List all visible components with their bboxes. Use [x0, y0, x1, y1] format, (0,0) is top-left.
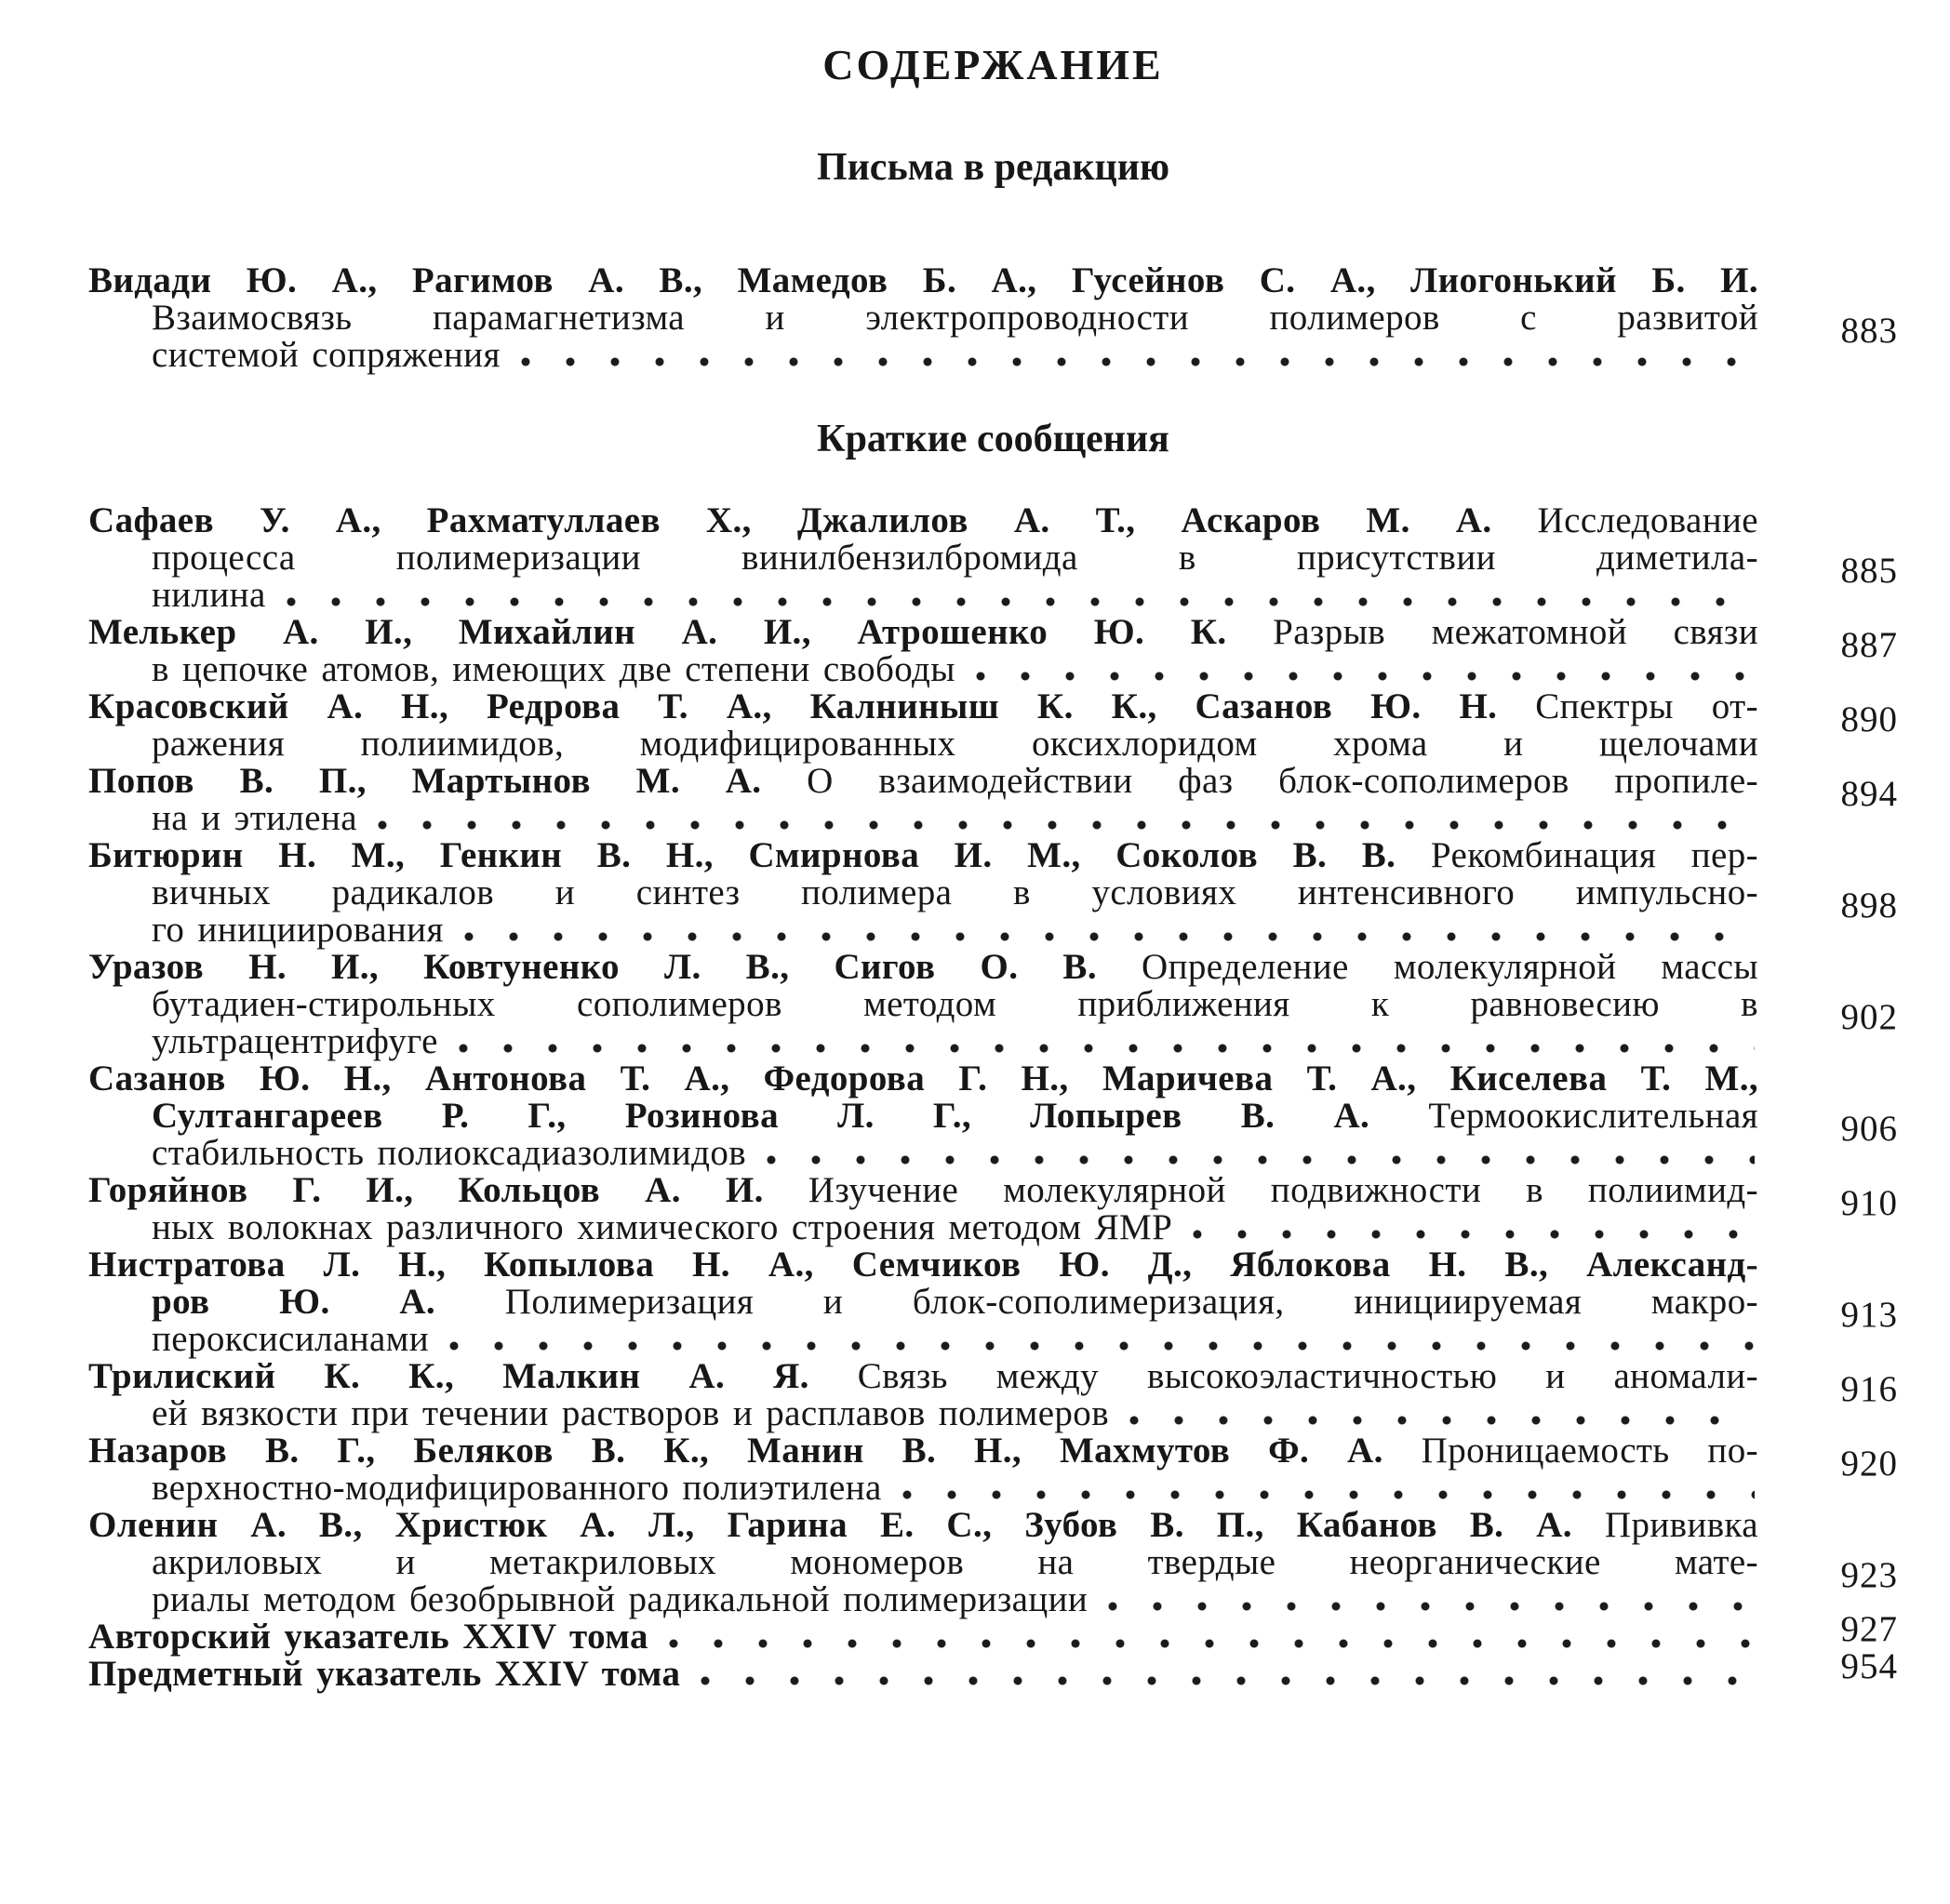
toc-entry-text	[152, 872, 1758, 912]
toc-entry	[88, 837, 1898, 949]
toc-entry-line	[88, 337, 1758, 374]
title-text: акриловых и метакриловых мономеров на твердые неорганические мате-	[152, 1542, 1758, 1582]
toc-entry-text	[88, 260, 1758, 300]
toc-entry-line	[88, 1284, 1758, 1321]
toc-entry-line	[88, 688, 1758, 726]
toc-entry-line	[88, 577, 1758, 614]
toc-entry-line	[88, 726, 1758, 763]
author-names: Назаров В. Г., Беляков В. К., Манин В. Н., Махмутов Ф. А.	[88, 1431, 1383, 1471]
toc-entry-text	[152, 651, 955, 688]
title-text: процесса полимеризации винилбензилбромида в присутствии диметила-	[152, 538, 1758, 578]
toc-entry-text	[152, 724, 1758, 764]
title-text: Прививка	[1604, 1505, 1758, 1545]
toc-entry-line	[88, 614, 1758, 651]
toc-entry-line	[88, 502, 1758, 539]
toc-entry-line	[88, 1246, 1758, 1284]
toc-entry-text	[152, 800, 357, 837]
title-text: на и этилена	[152, 798, 357, 838]
title-text: Разрыв межатомной связи	[1273, 612, 1758, 652]
toc-entry-text	[152, 1096, 1758, 1136]
page-number: 920	[1840, 1444, 1898, 1484]
page-number: 913	[1840, 1295, 1898, 1335]
title-text: Спектры от-	[1535, 686, 1758, 726]
toc-entry	[88, 1246, 1898, 1358]
toc-entry-line	[88, 763, 1758, 800]
dot-leader	[287, 597, 1755, 607]
author-names: Авторский указатель XXIV тома	[88, 1617, 648, 1657]
title-text: в цепочке атомов, имеющих две степени свободы	[152, 649, 955, 689]
title-text: О взаимодействии фаз блок-сополимеров пропиле-	[807, 761, 1758, 801]
title-text: Полимеризация и блок-сополимеризация, инициируемая макро-	[504, 1282, 1758, 1322]
toc-entry-line	[88, 1358, 1758, 1395]
toc-entry-line	[88, 1395, 1758, 1432]
toc-entry	[88, 262, 1898, 374]
toc-entry-line	[88, 1321, 1758, 1358]
toc-entry-line	[88, 837, 1758, 874]
toc-entry	[88, 1646, 1898, 1694]
author-names: ров Ю. А.	[152, 1282, 436, 1322]
dot-leader	[1108, 1602, 1755, 1612]
toc-entry-text	[88, 1656, 680, 1693]
author-names: Мелькер А. И., Михайлин А. И., Атрошенко Ю. К.	[88, 612, 1227, 652]
toc-entry-list	[88, 502, 1898, 1693]
toc-entry-text	[152, 298, 1758, 338]
toc-entry-text	[88, 835, 1758, 875]
toc-entry-text	[152, 337, 501, 374]
toc-entry-text	[88, 947, 1758, 987]
toc-entry-text	[152, 1282, 1758, 1322]
author-names: Битюрин Н. М., Генкин В. Н., Смирнова И. М., Соколов В. В.	[88, 835, 1396, 875]
title-text: Термоокислительная	[1428, 1096, 1758, 1136]
page-number: 887	[1840, 625, 1898, 665]
toc-entry-list	[88, 262, 1898, 374]
toc-entry-line	[88, 1432, 1758, 1470]
title-text: Определение молекулярной массы	[1142, 947, 1758, 987]
title-text: Изучение молекулярной подвижности в полиимид-	[808, 1170, 1758, 1210]
toc-entry-text	[152, 538, 1758, 578]
section-heading: Краткие сообщения	[817, 418, 1169, 460]
page-number: 902	[1840, 997, 1898, 1037]
title-text: ультрацентрифуге	[152, 1021, 438, 1061]
toc-entry-text	[152, 1581, 1088, 1618]
title-text: Проницаемость по-	[1421, 1431, 1758, 1471]
toc-entry-line	[88, 300, 1758, 337]
dot-leader	[669, 1639, 1755, 1649]
author-names: Оленин А. В., Христюк А. Л., Гарина Е. С., Зубов В. П., Кабанов В. А.	[88, 1505, 1572, 1545]
toc-entry	[88, 1432, 1898, 1507]
toc-entry	[88, 502, 1898, 614]
dot-leader	[449, 1341, 1755, 1351]
toc-entry-text	[152, 577, 266, 614]
toc-entry	[88, 688, 1898, 763]
page-number: 885	[1840, 551, 1898, 591]
toc-entry-text	[152, 984, 1758, 1024]
toc-entry-line	[88, 1098, 1758, 1135]
toc-entry-line	[88, 1507, 1758, 1544]
toc-entry-text	[88, 1245, 1758, 1285]
toc-entry-text	[88, 1431, 1758, 1471]
title-text: ных волокнах различного химического строения методом ЯМР	[152, 1207, 1173, 1247]
toc-entry	[88, 1507, 1898, 1618]
page-number: 910	[1840, 1183, 1898, 1223]
title-text: бутадиен-стирольных сополимеров методом приближения к равновесию в	[152, 984, 1758, 1024]
toc-entry-text	[152, 1542, 1758, 1582]
title-text: верхностно-модифицированного полиэтилена	[152, 1468, 882, 1508]
toc-entry-line	[88, 986, 1758, 1023]
toc-entry	[88, 1172, 1898, 1246]
toc-entry	[88, 614, 1898, 688]
toc-entry-line	[88, 262, 1758, 300]
toc-entry	[88, 763, 1898, 837]
toc-entry-text	[88, 1505, 1758, 1545]
author-names: Красовский А. Н., Редрова Т. А., Калниныш К. К., Сазанов Ю. Н.	[88, 686, 1498, 726]
page-title: СОДЕРЖАНИЕ	[822, 41, 1164, 88]
toc-entry-text	[88, 1356, 1758, 1396]
toc-entry-line	[88, 1581, 1758, 1618]
dot-leader	[1193, 1230, 1755, 1240]
title-text: пероксисиланами	[152, 1319, 430, 1359]
toc-entry-text	[88, 612, 1758, 652]
toc-entry-text	[152, 1321, 429, 1358]
toc-entry-text	[88, 1618, 648, 1656]
page-number: 894	[1840, 774, 1898, 814]
title-text: Связь между высокоэластичностью и аномали-	[857, 1356, 1758, 1396]
title-text: Исследование	[1537, 500, 1758, 540]
section-heading: Письма в редакцию	[816, 146, 1170, 189]
toc-entry-line	[88, 651, 1758, 688]
toc-entry-line	[88, 874, 1758, 912]
toc-entry-line	[88, 539, 1758, 577]
title-text: стабильность полиоксадиазолимидов	[152, 1133, 747, 1173]
dot-leader	[1129, 1416, 1755, 1426]
toc-entry	[88, 949, 1898, 1060]
author-names: Сазанов Ю. Н., Антонова Т. А., Федорова Г. Н., Маричева Т. А., Киселева Т. М.,	[88, 1059, 1758, 1098]
toc-sections	[88, 145, 1898, 1693]
dot-leader	[976, 672, 1755, 682]
toc-entry	[88, 1358, 1898, 1432]
toc-entry-line	[88, 1656, 1758, 1693]
toc-entry-text	[88, 500, 1758, 540]
dot-leader	[701, 1676, 1755, 1686]
toc-entry-line	[88, 1618, 1758, 1656]
title-text: системой сопряжения	[152, 335, 501, 375]
page-number: 927	[1840, 1609, 1898, 1649]
page-number: 883	[1840, 311, 1898, 351]
toc-entry-line	[88, 1023, 1758, 1060]
toc-entry-line	[88, 1209, 1758, 1246]
toc-entry-text	[152, 1135, 746, 1172]
toc-entry-text	[88, 761, 1758, 801]
toc-entry-line	[88, 949, 1758, 986]
toc-entry-line	[88, 1135, 1758, 1172]
toc-entry-line	[88, 1470, 1758, 1507]
toc-entry-text	[88, 1059, 1758, 1098]
toc-entry-line	[88, 1172, 1758, 1209]
page-number: 916	[1840, 1369, 1898, 1409]
dot-leader	[767, 1155, 1755, 1165]
title-text: Рекомбинация пер-	[1430, 835, 1759, 875]
toc-entry-text	[152, 1209, 1172, 1246]
toc-entry-text	[152, 1023, 438, 1060]
title-text: ражения полиимидов, модифицированных оксихлоридом хрома и щелочами	[152, 724, 1758, 764]
title-text: ей вязкости при течении растворов и расплавов полимеров	[152, 1393, 1110, 1433]
title-text: риалы методом безобрывной радикальной полимеризации	[152, 1579, 1089, 1619]
author-names: Уразов Н. И., Ковтуненко Л. В., Сигов О. В.	[88, 947, 1097, 987]
toc-entry-line	[88, 800, 1758, 837]
dot-leader	[464, 932, 1755, 942]
dot-leader	[902, 1490, 1755, 1500]
author-names: Попов В. П., Мартынов М. А.	[88, 761, 762, 801]
page-number: 906	[1840, 1109, 1898, 1149]
toc-entry-text	[152, 1470, 882, 1507]
dot-leader	[378, 820, 1755, 831]
toc-entry-text	[88, 686, 1758, 726]
document-body	[88, 0, 1898, 1693]
author-names: Видади Ю. А., Рагимов А. В., Мамедов Б. А., Гусейнов С. А., Лиогонький Б. И.	[88, 260, 1758, 300]
dot-leader	[521, 357, 1755, 367]
page-number: 923	[1840, 1555, 1898, 1595]
author-names: Сафаев У. А., Рахматуллаев Х., Джалилов А. Т., Аскаров М. А.	[88, 500, 1492, 540]
page-number: 898	[1840, 885, 1898, 925]
toc-entry-line	[88, 1544, 1758, 1581]
toc-entry-line	[88, 912, 1758, 949]
author-names: Нистратова Л. Н., Копылова Н. А., Семчиков Ю. Д., Яблокова Н. В., Александ-	[88, 1245, 1758, 1285]
title-text: Взаимосвязь парамагнетизма и электропроводности полимеров с развитой	[152, 298, 1758, 338]
page-number: 954	[1840, 1646, 1898, 1686]
toc-entry-text	[152, 1395, 1109, 1432]
author-names: Предметный указатель XXIV тома	[88, 1654, 681, 1694]
toc-entry	[88, 1060, 1898, 1172]
author-names: Горяйнов Г. И., Кольцов А. И.	[88, 1170, 764, 1210]
author-names: Трилиский К. К., Малкин А. Я.	[88, 1356, 809, 1396]
dot-leader	[459, 1044, 1755, 1054]
toc-entry-text	[88, 1170, 1758, 1210]
toc-entry	[88, 1609, 1898, 1657]
toc-entry-text	[152, 912, 444, 949]
title-text: нилина	[152, 575, 266, 615]
toc-entry-line	[88, 1060, 1758, 1098]
title-text: го инициирования	[152, 910, 444, 950]
author-names: Султангареев Р. Г., Розинова Л. Г., Лопырев В. А.	[152, 1096, 1370, 1136]
page-number: 890	[1840, 699, 1898, 739]
title-text: вичных радикалов и синтез полимера в условиях интенсивного импульсно-	[152, 872, 1758, 912]
